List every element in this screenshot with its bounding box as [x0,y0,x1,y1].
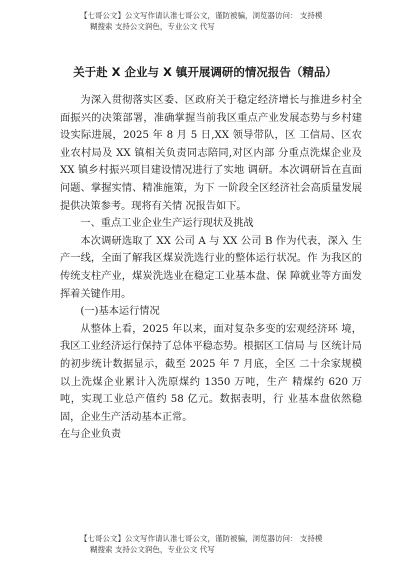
document-title: 关于赴 X 企业与 X 镇开展调研的情况报告（精品） [73,65,337,79]
intro-paragraph: 为深入贯彻落实区委、区政府关于稳定经济增长与推进乡村全面振兴的决策部署，准确掌握当前我区重点产业发展态势与乡村建设实际进展，2025 年 8 月 5 日,XX 领导带队，区 工信局、区农业农村局及 XX 镇相关负责同志陪同,对区内部 分重点洗煤企业及 XX 镇乡村振兴项目建设情况进行了实地 调研。本次调研旨在直面问题、掌握实情、精准施策，为下 一阶段全区经济社会高质量发展提供决策参考。现将有关情 况报告如下。 [60,95,362,212]
section-heading-1: 一、重点工业企业生产运行现状及挑战 [80,218,254,230]
footer-line-1: 【七哥公文】公文写作请认准七哥公文，谨防被骗，浏览器访问： 支持模 [80,534,323,543]
page-footer [80,533,370,555]
document-body [60,92,362,444]
page-header [80,10,370,32]
header-line-2: 糊搜索 支持公文润色，专业公文 代写 [90,22,215,31]
subsection-heading-1: (一)基本运行情况 [80,306,160,318]
footer-line-2: 糊搜索 支持公文润色，专业公文 代写 [90,545,215,554]
section-1-paragraph: 本次调研选取了 XX 公司 A 与 XX 公司 B 作为代表，深入 生产一线，全面了解我区煤炭洗选行业的整体运行状况。作 为我区的传统支柱产业，煤炭洗选业在稳定工业基本盘、保 障就业等方面发挥着关键作用。 [60,235,362,300]
header-line-1: 【七哥公文】公文写作请认准七哥公文，谨防被骗，浏览器访问： 支持模 [80,11,323,20]
subsection-1-paragraph: 从整体上看，2025 年以来，面对复杂多变的宏观经济环 境，我区工业经济运行保持了总体平稳态势。根据区工信局 与 区统计局的初步统计数据显示，截至 2025 年 7 月底，全区 二十余家规模以上洗煤企业累计入洗原煤约 1350 万吨，生产 精煤约 620 万吨，实现工业总产值约 58 亿元。数据表明，行 业基本盘依然稳固，企业生产活动基本正常。 [60,323,362,423]
continued-paragraph: 在与企业负责 [60,429,122,441]
